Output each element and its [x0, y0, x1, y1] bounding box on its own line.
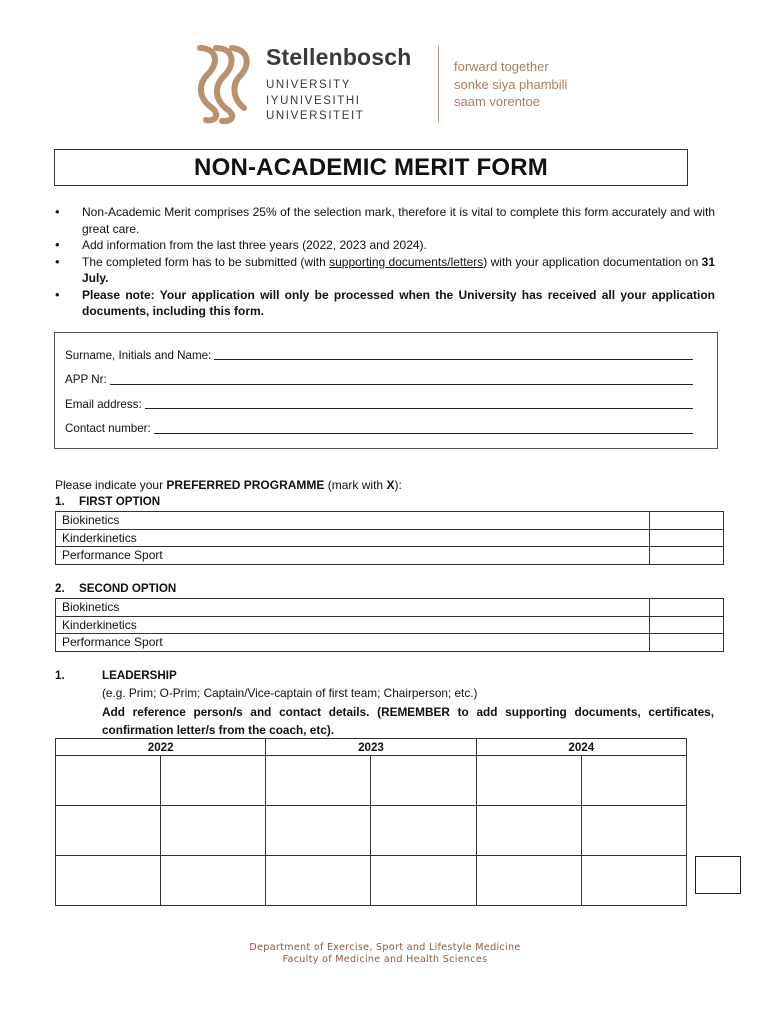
university-line-xhosa: IYUNIVESITHI [266, 95, 361, 107]
instruction-text: Non-Academic Merit comprises 25% of the selection mark, therefore it is vital to complete this form accurately and with great care. [82, 205, 715, 236]
score-box[interactable] [695, 856, 741, 894]
table-row [56, 616, 724, 634]
leadership-cell[interactable] [56, 806, 161, 856]
option-label: Performance Sport [56, 634, 650, 652]
second-option-table [55, 598, 724, 652]
applicant-details-box [54, 332, 718, 449]
leadership-cell[interactable] [161, 756, 266, 806]
submission-date: 31 July. [82, 254, 716, 285]
form-title: NON-ACADEMIC MERIT FORM [194, 153, 548, 181]
first-option-heading [55, 495, 160, 508]
motto-english: forward together [454, 59, 549, 74]
instruction-item [55, 287, 715, 320]
instruction-text: Add information from the last three years (2022, 2023 and 2024). [82, 238, 427, 252]
motto-xhosa: sonke siya phambili [454, 77, 568, 92]
table-row [56, 634, 724, 652]
leadership-number: 1. [55, 669, 65, 682]
table-row [56, 512, 724, 530]
name-label: Surname, Initials and Name: [65, 348, 212, 362]
instruction-list [55, 204, 715, 320]
leadership-example: (e.g. Prim; O-Prim; Captain/Vice-captain of first team; Chairperson; etc.) [102, 686, 478, 700]
year-header: 2024 [476, 739, 686, 756]
second-option-number: 2. [55, 582, 65, 595]
intro-text: ): [394, 478, 402, 492]
option-mark-cell[interactable] [650, 529, 724, 547]
leadership-cell[interactable] [476, 756, 581, 806]
form-title-box [54, 149, 688, 186]
year-header: 2022 [56, 739, 266, 756]
motto-afrikaans: saam vorentoe [454, 94, 540, 109]
option-mark-cell[interactable] [650, 512, 724, 530]
contact-row [65, 417, 707, 442]
second-option-label: SECOND OPTION [79, 582, 177, 595]
first-option-table [55, 511, 724, 565]
university-line-english: UNIVERSITY [266, 79, 352, 91]
preferred-programme-text: PREFERRED PROGRAMME [166, 478, 325, 492]
header-divider [438, 46, 439, 122]
contact-label: Contact number: [65, 422, 151, 436]
leadership-cell[interactable] [266, 806, 371, 856]
year-header: 2023 [266, 739, 476, 756]
option-label: Performance Sport [56, 547, 650, 565]
leadership-cell[interactable] [56, 856, 161, 906]
programme-intro [55, 478, 402, 492]
app-number-row [65, 368, 707, 393]
option-label: Kinderkinetics [56, 529, 650, 547]
leadership-cell[interactable] [581, 806, 686, 856]
supporting-documents-text: supporting documents/letters [329, 254, 484, 269]
leadership-heading: LEADERSHIP [102, 669, 177, 682]
leadership-cell[interactable] [476, 806, 581, 856]
table-row [56, 547, 724, 565]
option-label: Kinderkinetics [56, 616, 650, 634]
footer-faculty: Faculty of Medicine and Health Sciences [282, 954, 488, 965]
email-label: Email address: [65, 397, 142, 411]
leadership-cell[interactable] [161, 856, 266, 906]
name-field[interactable] [214, 350, 693, 360]
footer-department: Department of Exercise, Sport and Lifestyle Medicine [249, 942, 521, 953]
second-option-heading [55, 582, 176, 595]
instruction-item [55, 254, 715, 287]
intro-text: (mark with [324, 478, 387, 492]
leadership-cell[interactable] [56, 756, 161, 806]
option-label: Biokinetics [56, 512, 650, 530]
first-option-number: 1. [55, 495, 65, 508]
table-row [56, 806, 687, 856]
leadership-cell[interactable] [266, 856, 371, 906]
contact-field[interactable] [154, 424, 693, 434]
app-number-field[interactable] [110, 375, 693, 385]
option-label: Biokinetics [56, 599, 650, 617]
intro-text: Please indicate your [55, 478, 167, 492]
mark-x-text: X [386, 478, 395, 492]
table-header-row [56, 739, 687, 756]
university-line-afrikaans: UNIVERSITEIT [266, 110, 365, 122]
university-name: Stellenbosch [266, 44, 412, 70]
instruction-item [55, 204, 715, 237]
instruction-item [55, 237, 715, 254]
leadership-table [55, 738, 687, 906]
option-mark-cell[interactable] [650, 547, 724, 565]
leadership-note: Add reference person/s and contact details. (REMEMBER to add supporting documents, certificates, confirmation letter/s from the coach, etc). [102, 705, 714, 737]
name-row [65, 343, 707, 368]
email-field[interactable] [145, 399, 693, 409]
university-header [190, 38, 590, 128]
leadership-cell[interactable] [266, 756, 371, 806]
first-option-label: FIRST OPTION [79, 495, 161, 508]
leadership-cell[interactable] [581, 856, 686, 906]
option-mark-cell[interactable] [650, 634, 724, 652]
instruction-text: The completed form has to be submitted (with [82, 254, 330, 269]
leadership-cell[interactable] [581, 756, 686, 806]
table-row [56, 756, 687, 806]
leadership-cell[interactable] [371, 856, 476, 906]
email-row [65, 392, 707, 417]
university-crest-icon [190, 42, 252, 124]
table-row [56, 529, 724, 547]
leadership-cell[interactable] [161, 806, 266, 856]
app-number-label: APP Nr: [65, 373, 107, 387]
instruction-text: ) with your application documentation on [483, 254, 702, 269]
leadership-cell[interactable] [476, 856, 581, 906]
leadership-cell[interactable] [371, 806, 476, 856]
option-mark-cell[interactable] [650, 599, 724, 617]
leadership-cell[interactable] [371, 756, 476, 806]
option-mark-cell[interactable] [650, 616, 724, 634]
table-row [56, 856, 687, 906]
table-row [56, 599, 724, 617]
please-note-text: Please note: Your application will only be processed when the University has received all your application documents, including this form. [82, 287, 715, 318]
